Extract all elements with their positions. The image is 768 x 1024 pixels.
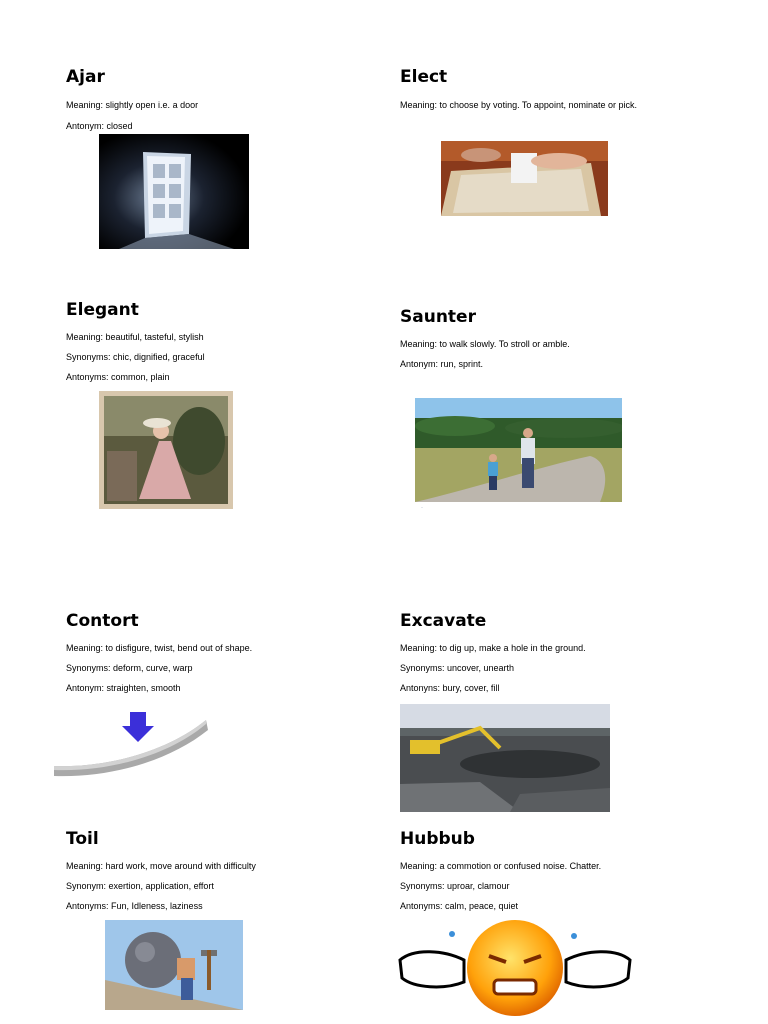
excavate-image	[400, 704, 610, 812]
word-toil: Toil	[66, 829, 99, 849]
elegant-antonyms: Antonyms: common, plain	[66, 372, 170, 382]
ajar-antonym: Antonym: closed	[66, 121, 133, 131]
contort-meaning: Meaning: to disfigure, twist, bend out of shape.	[66, 643, 253, 653]
elegant-meaning: Meaning: beautiful, tasteful, stylish	[66, 332, 204, 342]
entry-saunter	[400, 307, 760, 370]
hubbub-image	[394, 920, 636, 1020]
excavate-antonyms: Antonyns: bury, cover, fill	[400, 683, 500, 693]
entry-excavate	[400, 611, 760, 694]
word-saunter: Saunter	[400, 307, 476, 327]
entry-contort	[66, 611, 386, 694]
contort-image	[48, 706, 213, 781]
contort-synonyms: Synonyms: deform, curve, warp	[66, 663, 193, 673]
word-contort: Contort	[66, 611, 139, 631]
toil-image	[105, 920, 243, 1010]
saunter-meaning: Meaning: to walk slowly. To stroll or amble.	[400, 339, 570, 349]
saunter-caption-mark: ·	[421, 505, 423, 511]
elect-image	[441, 141, 608, 216]
saunter-image	[415, 398, 622, 502]
word-hubbub: Hubbub	[400, 829, 475, 849]
hubbub-antonyms: Antonyms: calm, peace, quiet	[400, 901, 519, 911]
word-excavate: Excavate	[400, 611, 487, 631]
ajar-image	[99, 134, 249, 249]
hubbub-meaning: Meaning: a commotion or confused noise. Chatter.	[400, 861, 602, 871]
hubbub-synonyms: Synonyms: uproar, clamour	[400, 881, 510, 891]
elegant-image	[99, 391, 233, 509]
ajar-meaning: Meaning: slightly open i.e. a door	[66, 100, 199, 110]
word-ajar: Ajar	[66, 67, 105, 87]
word-elect: Elect	[400, 67, 448, 87]
contort-antonym: Antonym: straighten, smooth	[66, 683, 181, 693]
entry-toil	[66, 829, 386, 912]
toil-synonym: Synonym: exertion, application, effort	[66, 881, 214, 891]
entry-hubbub	[400, 829, 760, 912]
entry-ajar	[66, 67, 366, 132]
word-elegant: Elegant	[66, 300, 139, 320]
excavate-synonyms: Synonyms: uncover, unearth	[400, 663, 515, 673]
elect-meaning: Meaning: to choose by voting. To appoint, nominate or pick.	[400, 100, 637, 110]
saunter-antonym: Antonym: run, sprint.	[400, 359, 484, 369]
entry-elegant	[66, 300, 366, 383]
toil-antonyms: Antonyms: Fun, Idleness, laziness	[66, 901, 203, 911]
entry-elect	[400, 67, 760, 111]
toil-meaning: Meaning: hard work, move around with difficulty	[66, 861, 256, 871]
excavate-meaning: Meaning: to dig up, make a hole in the ground.	[400, 643, 586, 653]
elegant-synonyms: Synonyms: chic, dignified, graceful	[66, 352, 205, 362]
